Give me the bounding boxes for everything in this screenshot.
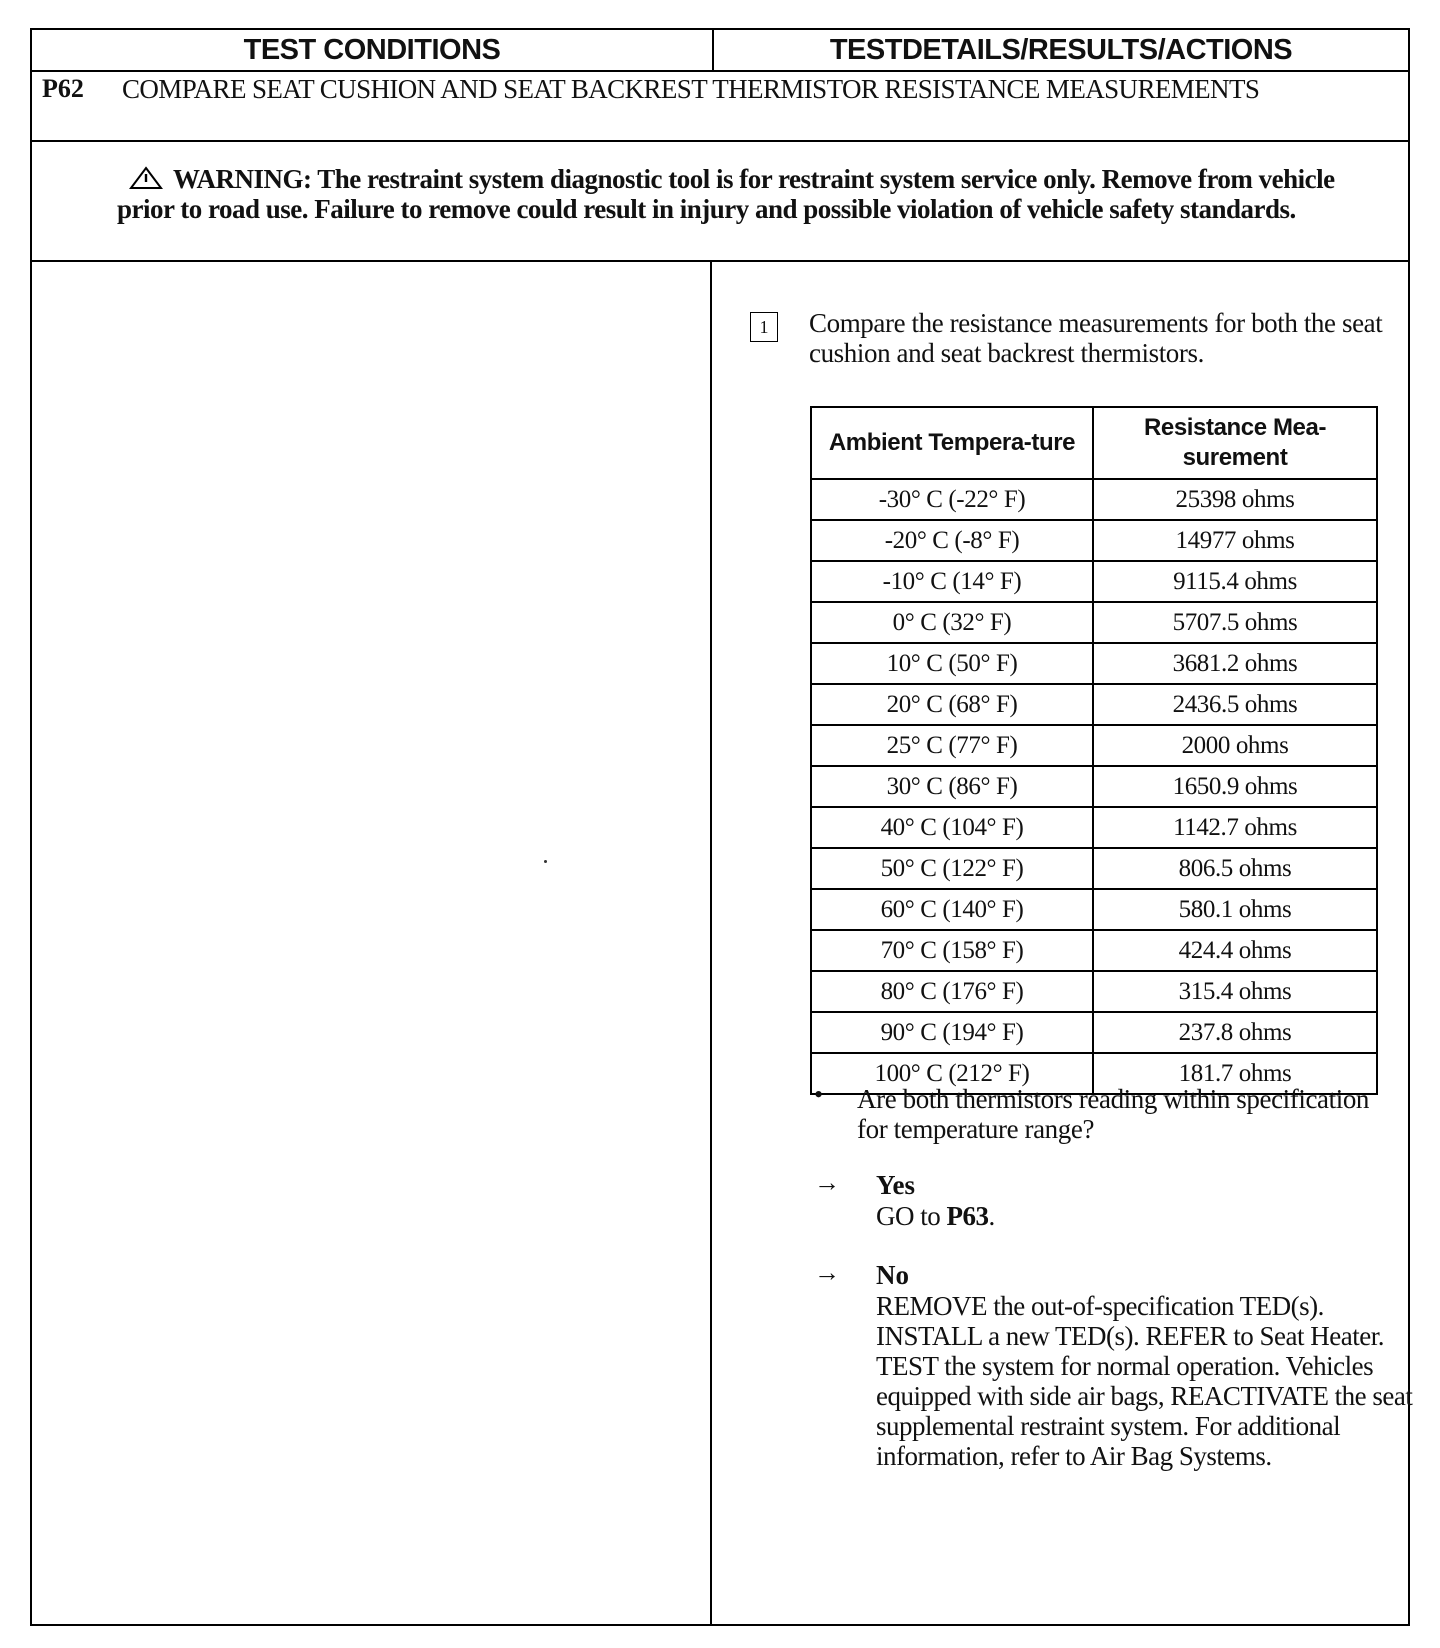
temperature-cell: 70° C (158° F) [811, 930, 1093, 971]
resistance-cell: 580.1 ohms [1093, 889, 1377, 930]
table-row [811, 766, 1377, 807]
temperature-cell: 60° C (140° F) [811, 889, 1093, 930]
temperature-cell: 20° C (68° F) [811, 684, 1093, 725]
table-row [811, 684, 1377, 725]
temperature-cell: 90° C (194° F) [811, 1012, 1093, 1053]
scan-speck [544, 860, 547, 863]
table-row [811, 479, 1377, 520]
table-row [811, 807, 1377, 848]
resistance-cell: 3681.2 ohms [1093, 643, 1377, 684]
test-details-column [714, 262, 1413, 1626]
temperature-cell: 40° C (104° F) [811, 807, 1093, 848]
resistance-cell: 424.4 ohms [1093, 930, 1377, 971]
yes-action-prefix: GO to [876, 1201, 947, 1231]
temperature-cell: 25° C (77° F) [811, 725, 1093, 766]
yes-action-target[interactable]: P63 [946, 1201, 989, 1231]
thermistor-resistance-table [810, 406, 1378, 1095]
test-conditions-header: TEST CONDITIONS [32, 30, 714, 70]
resistance-cell: 806.5 ohms [1093, 848, 1377, 889]
table-row [811, 725, 1377, 766]
warning-row [32, 142, 1408, 262]
temperature-cell: 0° C (32° F) [811, 602, 1093, 643]
temperature-cell: -10° C (14° F) [811, 561, 1093, 602]
table-row [811, 848, 1377, 889]
resistance-column-header: Resistance Mea-surement [1093, 407, 1377, 479]
resistance-cell: 14977 ohms [1093, 520, 1377, 561]
no-label: No [876, 1260, 909, 1290]
question-text: Are both thermistors reading within specification for temperature range? [857, 1084, 1370, 1144]
bullet-icon: • [814, 1080, 824, 1109]
resistance-cell: 2000 ohms [1093, 725, 1377, 766]
column-header-row [32, 30, 1408, 72]
table-row [811, 889, 1377, 930]
temperature-cell: 30° C (86° F) [811, 766, 1093, 807]
resistance-cell: 9115.4 ohms [1093, 561, 1377, 602]
temperature-cell: 100° C (212° F) [811, 1053, 1093, 1094]
table-body [811, 479, 1377, 1094]
warning-block [117, 164, 1367, 224]
no-arrow-icon: → [814, 1258, 840, 1287]
table-header-row [811, 407, 1377, 479]
temperature-cell: -30° C (-22° F) [811, 479, 1093, 520]
step-title-row [32, 72, 1408, 142]
table-row [811, 930, 1377, 971]
no-action: REMOVE the out-of-specification TED(s). INSTALL a new TED(s). REFER to Seat Heater. TEST the system for normal operation. Vehicles equipped with side air bags, REACTIVATE the seat supplemental restraint system. For additional information, refer to Air Bag Systems. [876, 1291, 1413, 1471]
resistance-cell: 181.7 ohms [1093, 1053, 1377, 1094]
warning-triangle-icon [129, 166, 163, 190]
resistance-cell: 315.4 ohms [1093, 971, 1377, 1012]
yes-arrow-icon: → [814, 1168, 840, 1197]
table-row [811, 1012, 1377, 1053]
temperature-cell: 50° C (122° F) [811, 848, 1093, 889]
step-id: P62 [42, 74, 84, 103]
temperature-cell: -20° C (-8° F) [811, 520, 1093, 561]
yes-label: Yes [876, 1170, 915, 1200]
resistance-cell: 1650.9 ohms [1093, 766, 1377, 807]
step-title: COMPARE SEAT CUSHION AND SEAT BACKREST THERMISTOR RESISTANCE MEASUREMENTS [122, 74, 1260, 104]
yes-action-suffix: . [988, 1201, 995, 1231]
temperature-column-header: Ambient Tempera-ture [811, 407, 1093, 479]
diagnostic-page [30, 28, 1413, 1626]
yes-action [876, 1201, 1416, 1231]
resistance-cell: 237.8 ohms [1093, 1012, 1377, 1053]
substep-number-box: 1 [750, 312, 778, 342]
resistance-cell: 1142.7 ohms [1093, 807, 1377, 848]
table-row [811, 602, 1377, 643]
substep-instruction: Compare the resistance measurements for both the seat cushion and seat backrest thermistors. [809, 308, 1383, 368]
resistance-cell: 2436.5 ohms [1093, 684, 1377, 725]
table-row [811, 561, 1377, 602]
resistance-cell: 25398 ohms [1093, 479, 1377, 520]
table-row [811, 643, 1377, 684]
column-divider [710, 262, 712, 1626]
temperature-cell: 80° C (176° F) [811, 971, 1093, 1012]
table-row [811, 971, 1377, 1012]
test-details-header: TESTDETAILS/RESULTS/ACTIONS [829, 34, 1293, 66]
temperature-cell: 10° C (50° F) [811, 643, 1093, 684]
table-row [811, 520, 1377, 561]
warning-text: WARNING: The restraint system diagnostic tool is for restraint system service only. Remove from vehicle prior to road use. Failure to remove could result in injury and possible violation of vehicle safety standards. [117, 164, 1335, 224]
resistance-cell: 5707.5 ohms [1093, 602, 1377, 643]
